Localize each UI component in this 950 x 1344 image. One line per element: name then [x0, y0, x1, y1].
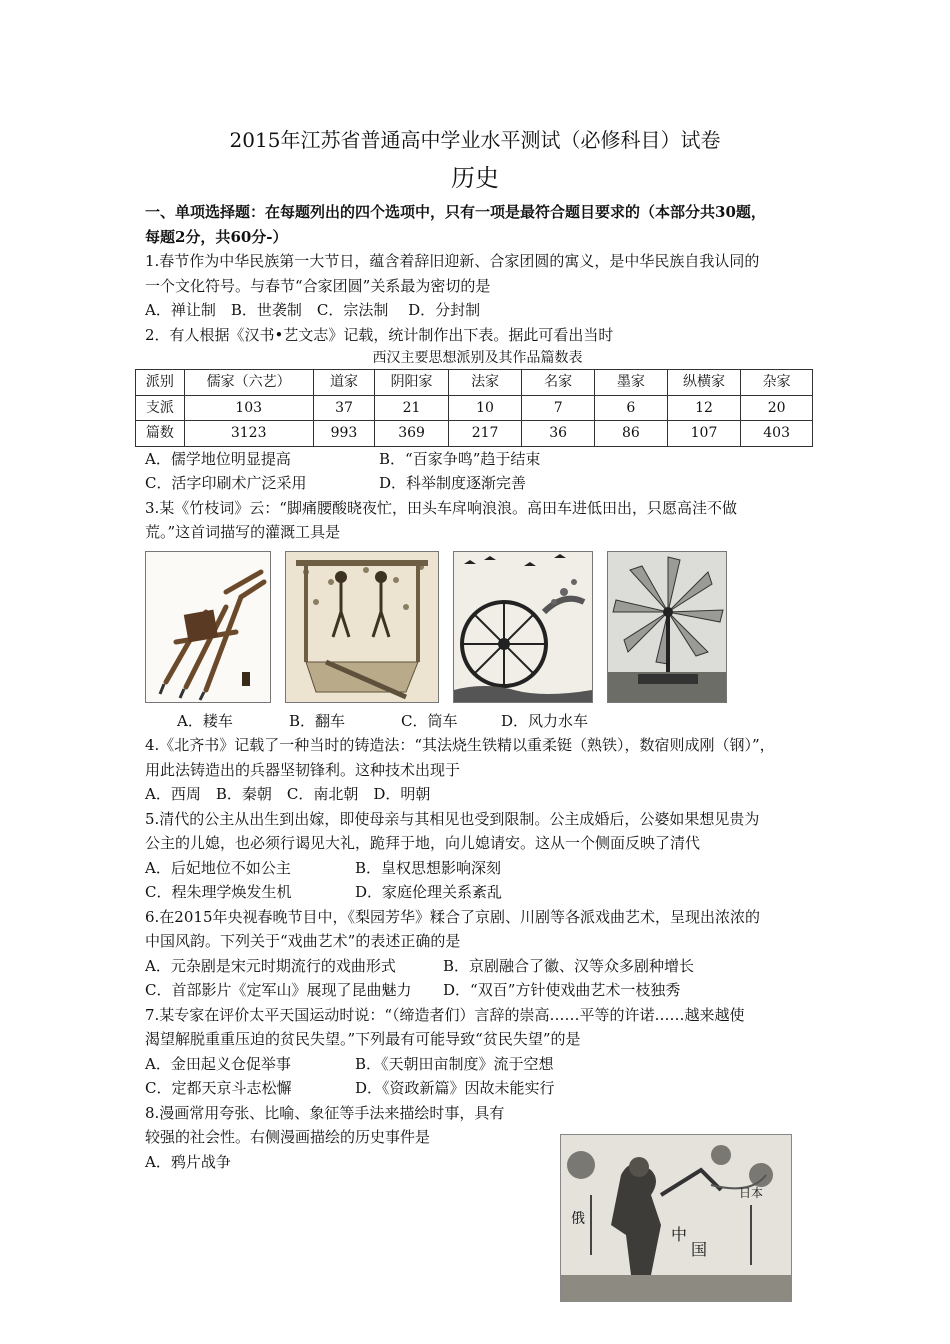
table-cell: 道家: [313, 370, 375, 396]
table-cell: 篇数: [136, 421, 185, 447]
q3-options: [145, 709, 810, 734]
q3-option-a: A．耧车: [177, 711, 233, 730]
q1-line2: 一个文化符号。与春节“合家团圆”关系最为密切的是: [145, 276, 491, 295]
square-pallet-chain-pump-image: [285, 551, 439, 703]
q6-option-a: A．元杂剧是宋元时期流行的戏曲形式: [145, 956, 396, 975]
q5-line2: 公主的儿媳，也必须行谒见大礼，跪拜于地，向儿媳请安。这从一个侧面反映了清代: [145, 834, 701, 852]
cartoon-label: 俄: [571, 1211, 585, 1227]
cartoon-label: 日本: [739, 1186, 764, 1200]
table-cell: 12: [667, 395, 741, 421]
q5-option-d: D．家庭伦理关系紊乱: [355, 883, 503, 901]
table-cell: 86: [595, 421, 668, 447]
table-cell: 墨家: [595, 370, 668, 396]
q4-options: A．西周 B．秦朝 C．南北朝 D．明朝: [145, 785, 431, 803]
table-cell: 阴阳家: [375, 370, 449, 396]
q5-line1: 5.清代的公主从出生到出嫁，即使母亲与其相见也受到限制。公主成婚后，公婆如果想见贵为: [145, 809, 760, 828]
table-header-row: [136, 370, 813, 396]
table-cell: 杂家: [741, 370, 813, 396]
q5-options-row2: [145, 880, 810, 905]
q6-option-b: B．京剧融合了徽、汉等众多剧种增长: [443, 956, 695, 975]
table-cell: 3123: [184, 421, 313, 447]
q7-line2: 渴望解脱重重压迫的贫民失望。”下列最有可能导致“贫民失望”的是: [145, 1030, 581, 1048]
table-cell: 21: [375, 395, 449, 421]
q7-options-row1: [145, 1052, 810, 1077]
q8-cartoon-image: [560, 1134, 792, 1302]
table-cell: 369: [375, 421, 449, 447]
q7-option-c: C．定都天京斗志松懈: [145, 1079, 292, 1097]
q2-option-d: D．科举制度逐渐完善: [379, 474, 527, 492]
table-cell: 36: [522, 421, 595, 447]
q8-option-a: A．鸦片战争: [145, 1152, 231, 1171]
q6-line1: 6.在2015年央视春晚节目中，《梨园芳华》糅合了京剧、川剧等各派戏曲艺术，呈现出浓浓的: [145, 907, 760, 926]
q1-line1: 1.春节作为中华民族第一大节日，蕴含着辞旧迎新、合家团圆的寓义，是中华民族自我认同的: [145, 252, 760, 270]
q8-line2: 较强的社会性。右侧漫画描绘的历史事件是: [145, 1128, 431, 1146]
exam-subject: 历史: [451, 164, 499, 192]
table-cell: 名家: [522, 370, 595, 396]
noria-waterwheel-image: [453, 551, 593, 703]
q2-option-a: A．儒学地位明显提高: [145, 449, 291, 468]
q3-option-c: C．筒车: [401, 711, 458, 730]
section-instruction-line2: 每题2分，共60分-）: [145, 227, 288, 246]
q2-option-b: B．“百家争鸣”趋于结束: [379, 449, 541, 468]
q6-option-c: C．首部影片《定军山》展现了昆曲魅力: [145, 981, 412, 999]
q3-option-d: D．风力水车: [501, 711, 589, 730]
table-cell: 217: [448, 421, 522, 447]
q6-option-d: D．“双百”方针使戏曲艺术一枝独秀: [443, 981, 681, 999]
q7-option-d: D．《资政新篇》因故未能实行: [355, 1079, 555, 1097]
q6-options-row1: [145, 954, 810, 979]
q3-option-b: B．翻车: [289, 711, 346, 730]
table-cell: 20: [741, 395, 813, 421]
table-row: [136, 421, 813, 447]
q7-options-row2: [145, 1076, 810, 1101]
q4-line2: 用此法铸造出的兵器坚韧锋利。这种技术出现于: [145, 760, 461, 779]
q4-line1: 4.《北齐书》记载了一种当时的铸造法：“其法烧生铁精以重柔铤（熟铁），数宿则成刚（钢）”，: [145, 736, 775, 754]
q2-table: [135, 369, 813, 447]
table-cell: 7: [522, 395, 595, 421]
q2-options-row1: [145, 447, 810, 472]
q8-line1: 8.漫画常用夸张、比喻、象征等手法来描绘时事，具有: [145, 1103, 505, 1122]
q5-option-a: A．后妃地位不如公主: [145, 858, 291, 877]
wind-waterwheel-image: [607, 551, 727, 703]
table-cell: 纵横家: [667, 370, 741, 396]
table-cell: 6: [595, 395, 668, 421]
q7-option-a: A．金田起义仓促举事: [145, 1054, 291, 1073]
q6-line2: 中国风韵。下列关于“戏曲艺术”的表述正确的是: [145, 932, 461, 950]
table-cell: 403: [741, 421, 813, 447]
q3-pictures: [145, 551, 810, 709]
q5-options-row1: [145, 856, 810, 881]
table-cell: 派别: [136, 370, 185, 396]
q5-option-b: B．皇权思想影响深刻: [355, 858, 502, 877]
q2-stem: 2．有人根据《汉书•艺文志》记载，统计制作出下表。据此可看出当时: [145, 325, 614, 344]
cartoon-label: 中: [671, 1225, 688, 1244]
table-cell: 儒家（六艺）: [184, 370, 313, 396]
exam-content: [145, 200, 810, 1174]
table-cell: 10: [448, 395, 522, 421]
table-cell: 37: [313, 395, 375, 421]
table-row: [136, 395, 813, 421]
table-cell: 107: [667, 421, 741, 447]
q7-option-b: B．《天朝田亩制度》流于空想: [355, 1054, 554, 1073]
q6-options-row2: [145, 978, 810, 1003]
table-cell: 支派: [136, 395, 185, 421]
q1-options: A．禅让制 B．世袭制 C．宗法制 D．分封制: [145, 301, 481, 319]
q2-options-row2: [145, 471, 810, 496]
q3-line1: 3.某《竹枝词》云：“脚痛腰酸晓夜忙，田头车戽响浪浪。高田车进低田出，只愿高洼不做: [145, 498, 737, 517]
q7-line1: 7.某专家在评价太平天国运动时说：“（缔造者们）言辞的崇高……平等的许诺……越来越使: [145, 1005, 745, 1024]
table-cell: 993: [313, 421, 375, 447]
q5-option-c: C．程朱理学焕发生机: [145, 883, 292, 901]
q2-option-c: C．活字印刷术广泛采用: [145, 474, 307, 492]
table-cell: 法家: [448, 370, 522, 396]
q3-line2: 荒。”这首词描写的灌溉工具是: [145, 523, 341, 541]
section-instruction-line1: 一、单项选择题：在每题列出的四个选项中，只有一项是最符合题目要求的（本部分共30题，: [145, 203, 766, 221]
exam-title: 2015年江苏省普通高中学业水平测试（必修科目）试卷: [229, 128, 721, 152]
q2-table-title: 西汉主要思想派别及其作品篇数表: [372, 350, 583, 366]
seed-drill-image: [145, 551, 271, 703]
cartoon-label: 国: [691, 1240, 708, 1259]
table-cell: 103: [184, 395, 313, 421]
